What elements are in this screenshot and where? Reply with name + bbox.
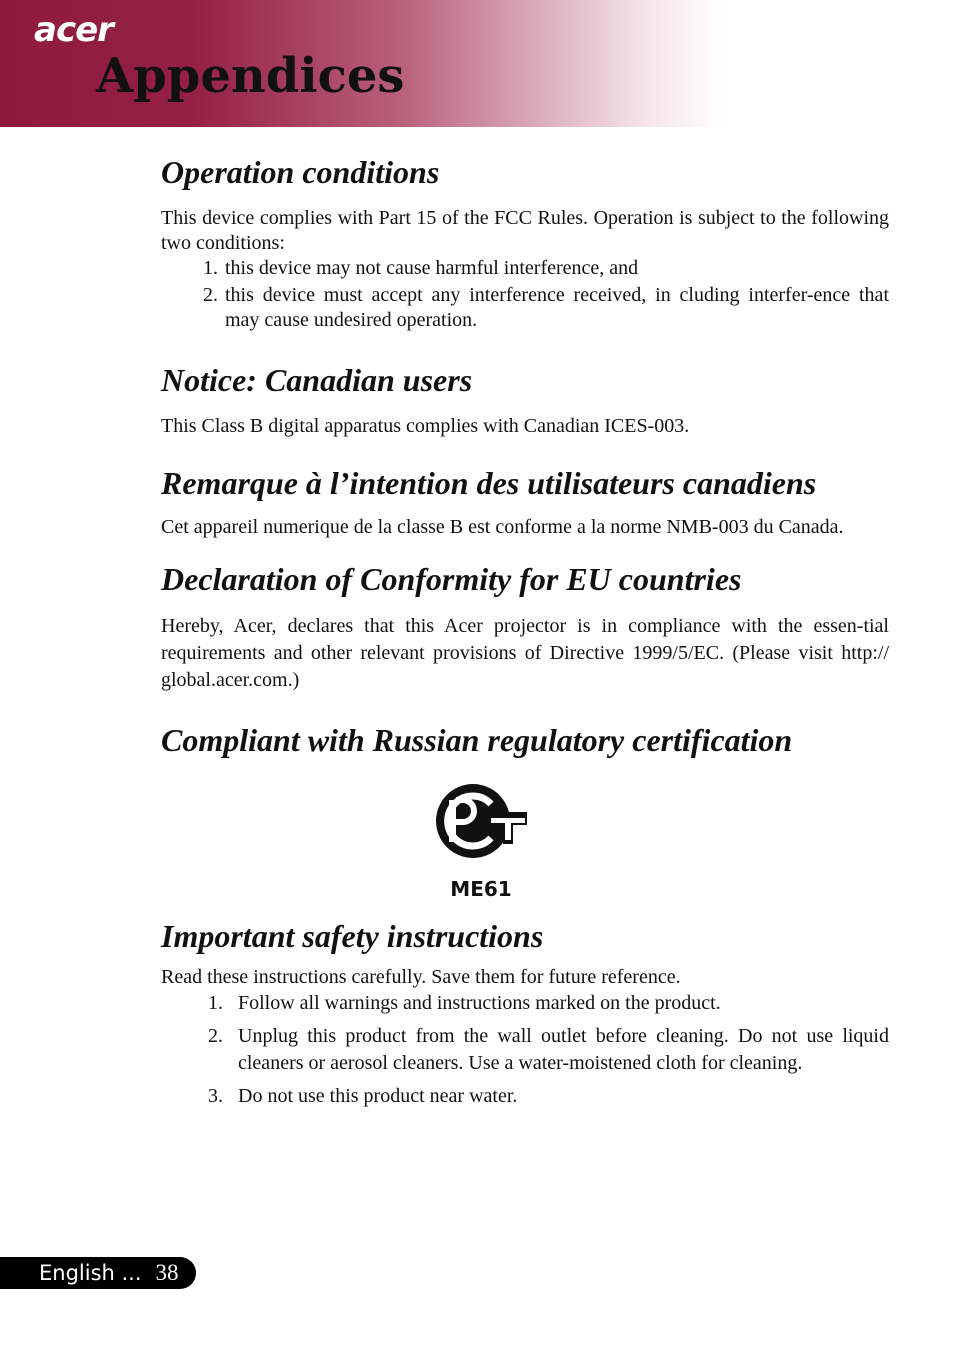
list-item-number: 2.: [203, 284, 218, 306]
gost-r-certification-icon: [429, 782, 529, 862]
page-footer: [0, 1257, 196, 1289]
safety-instructions-body: Read these instructions carefully. Save them for future reference.: [161, 966, 681, 988]
page-number: 38: [155, 1260, 179, 1285]
section-title-remarque: Remarque à l’intention des utilisateurs canadiens: [161, 465, 817, 501]
operation-conditions-body: This device complies with Part 15 of the FCC Rules. Operation is subject to the following two conditions:: [161, 207, 889, 254]
canadian-users-body: This Class B digital apparatus complies with Canadian ICES-003.: [161, 415, 690, 437]
section-title-canadian-users: Notice: Canadian users: [161, 362, 473, 398]
acer-logo: acer: [34, 10, 113, 50]
remarque-body: Cet appareil numerique de la classe B est conforme a la norme NMB-003 du Canada.: [161, 516, 844, 538]
list-item-text: this device must accept any interference received, in cluding interfer-ence that may cause undesired operation.: [225, 284, 889, 331]
list-item-number: 3.: [208, 1085, 223, 1107]
footer-language: English ...: [39, 1261, 142, 1285]
list-item-number: 2.: [208, 1025, 223, 1047]
operation-conditions-list: [161, 256, 889, 333]
eu-conformity-body: Hereby, Acer, declares that this Acer projector is in compliance with the essen-tial requirements and other relevant provisions of Directive 1999/5/EC. (Please visit http:// global.acer.com.): [161, 615, 889, 691]
list-item-text: Do not use this product near water.: [238, 1085, 518, 1107]
section-title-russian-certification: Compliant with Russian regulatory certification: [161, 722, 793, 758]
list-item-text: Unplug this product from the wall outlet before cleaning. Do not use liquid cleaners or aerosol cleaners. Use a water-moistened cloth for cleaning.: [238, 1025, 889, 1074]
list-item: [203, 283, 889, 333]
section-title-operation-conditions: Operation conditions: [161, 154, 440, 190]
list-item-text: Follow all warnings and instructions marked on the product.: [238, 992, 721, 1014]
list-item: [203, 256, 889, 281]
list-item-text: this device may not cause harmful interference, and: [225, 257, 639, 279]
section-title-safety-instructions: Important safety instructions: [161, 918, 544, 954]
certification-code: ME61: [450, 877, 512, 901]
page-title: Appendices: [96, 48, 405, 104]
header-banner: [0, 0, 954, 127]
section-title-eu-conformity: Declaration of Conformity for EU countries: [161, 561, 742, 597]
list-item-number: 1.: [208, 992, 223, 1014]
list-item-number: 1.: [203, 257, 218, 279]
russian-certification-mark: [161, 760, 889, 906]
list-item: [208, 1083, 889, 1110]
list-item: [208, 1023, 889, 1077]
page-content: [161, 152, 889, 1110]
list-item: [208, 990, 889, 1017]
safety-instructions-list: [161, 990, 889, 1110]
